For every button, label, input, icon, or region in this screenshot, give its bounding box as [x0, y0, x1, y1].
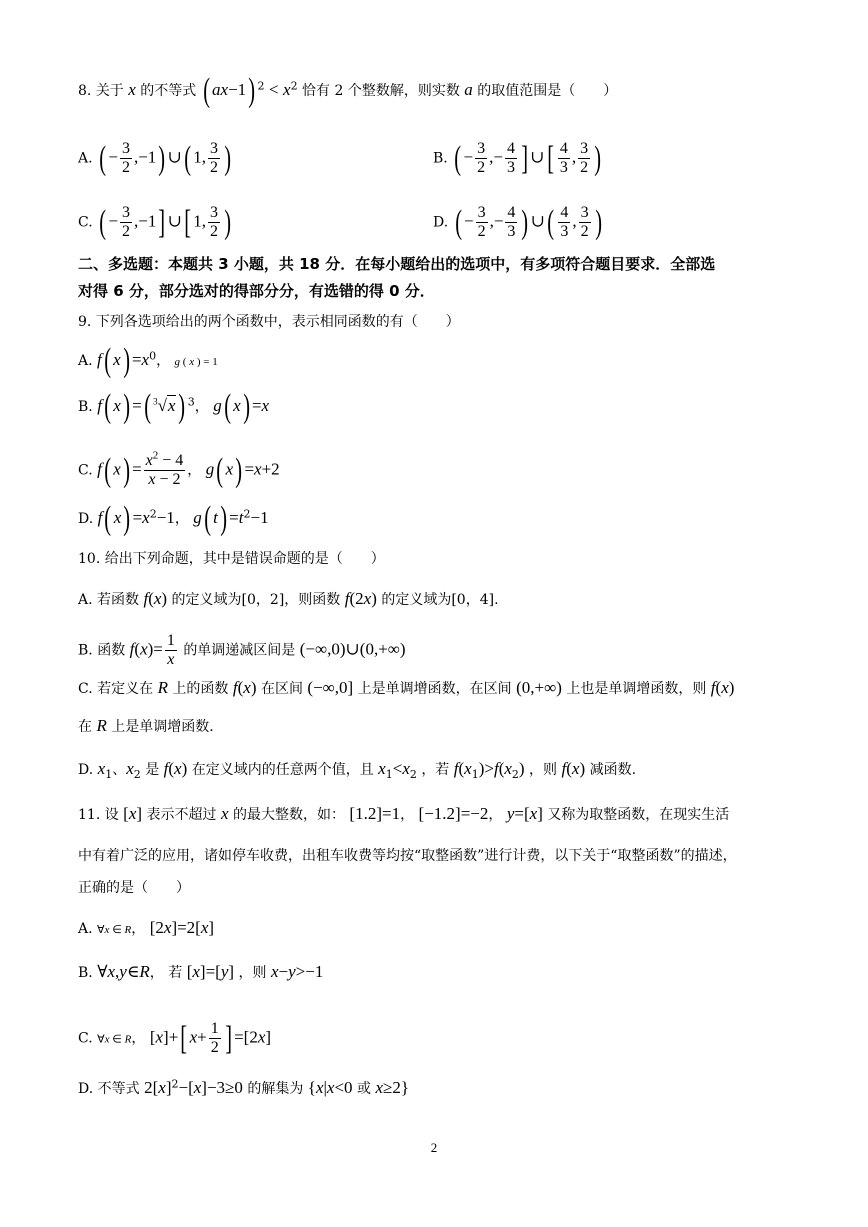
q10-option-c-line2: 在 R 上是单调增函数.	[78, 716, 214, 735]
q8-option-d: D. ( − $\frac{3}{2}$ ,− $\frac{4}{3}$ ) ∪( $\frac{4}{3}$ , $\frac{3}{2}$ )	[433, 203, 602, 241]
q11-option-a: A. ∀x ∈ R， [2x]=2[x]	[78, 918, 215, 937]
q9-stem: 9. 下列各选项给出的两个函数中，表示相同函数的有（ ）	[78, 314, 460, 330]
q9-option-d: D. f( $x) =x^2-1$， g( $t) =t^2-1$	[78, 500, 269, 537]
q9-option-c: C. f( x) = $\frac{x^2 - 4}{x - 2}$ ， g( x) =x+2	[78, 449, 280, 489]
section2-heading-line2: 对得 6 分，部分选对的得部分分，有选错的得 0 分．	[78, 282, 435, 300]
q11-option-c: C. ∀x ∈ R， [x]+[ x+ $\frac{1}{2}$ ] =[2x]	[78, 1019, 272, 1057]
q10-option-a: A. 若函数 f(x) 的定义域为[0，2]，则函数 f(2x) 的定义域为[0，4].	[78, 589, 499, 608]
q10-option-c-line1: C. 若定义在 R 上的函数 f(x) 在区间 (−∞,0] 上是单调增函数，在区间 (0,+∞) 上也是单调增函数，则 f(x)	[78, 678, 735, 697]
q8-option-a: A. ( − $\frac{3}{2}$ ,−1) ∪( 1, $\frac{3}{2}$ )	[78, 139, 231, 177]
section2-heading-line1: 二、多选题：本题共 3 小题，共 18 分．在每小题给出的选项中，有多项符合题目要求．全部选	[78, 255, 716, 273]
q10-option-d: D. $x_1$、$x_2$ 是 f(x) 在定义域内的任意两个值，且 $x_1<x_2$ ，若 $f(x_1)>f(x_2)$ ，则 f(x) 减函数.	[78, 759, 637, 781]
q10-option-b: B. 函数 f(x)= $\frac{1}{x}$ 的单调递减区间是 (−∞,0)∪(0,+∞)	[78, 632, 406, 668]
q8-option-c: C. ( − $\frac{3}{2}$ ,−1] ∪[ 1, $\frac{3}{2}$ )	[78, 203, 232, 241]
q11-stem-line2: 中有着广泛的应用，诸如停车收费，出租车收费等均按“取整函数”进行计费，以下关于“取整函数”的描述，	[78, 848, 737, 864]
q11-stem-line1: 11. 设 [x] 表示不超过 x 的最大整数，如： [1.2]=1， [−1.2]=−2， y=[x] 又称为取整函数，在现实生活	[78, 804, 730, 823]
page-number: 2	[430, 1140, 438, 1155]
q9-option-b: B. f( x) =( $^3$√x) $^3$， g( x) =x	[78, 388, 270, 425]
q9-option-a: A. f( $x) =x^0$， g ( x ) = 1	[78, 342, 218, 379]
q11-stem-line3: 正确的是（ ）	[78, 880, 190, 896]
q11-option-b: B. ∀x,y∈R， 若 [x]=[y] ，则 x−y>−1	[78, 962, 324, 981]
q8-option-b: B. ( − $\frac{3}{2}$ ,− $\frac{4}{3}$ ] ∪[ $\frac{4}{3}$ , $\frac{3}{2}$ )	[433, 139, 602, 177]
q11-option-d: D. 不等式 $2[x]^2-[x]-3\ge 0$ 的解集为 {x|x<0 或 x≥2}	[78, 1077, 409, 1097]
q8-stem: 8. 关于 x 的不等式 ( ax−1) $^2 < x^2$ 恰有 2 个整数解，则实数 a 的取值范围是（ ）	[78, 72, 618, 109]
q10-stem: 10. 给出下列命题，其中是错误命题的是（ ）	[78, 551, 385, 567]
